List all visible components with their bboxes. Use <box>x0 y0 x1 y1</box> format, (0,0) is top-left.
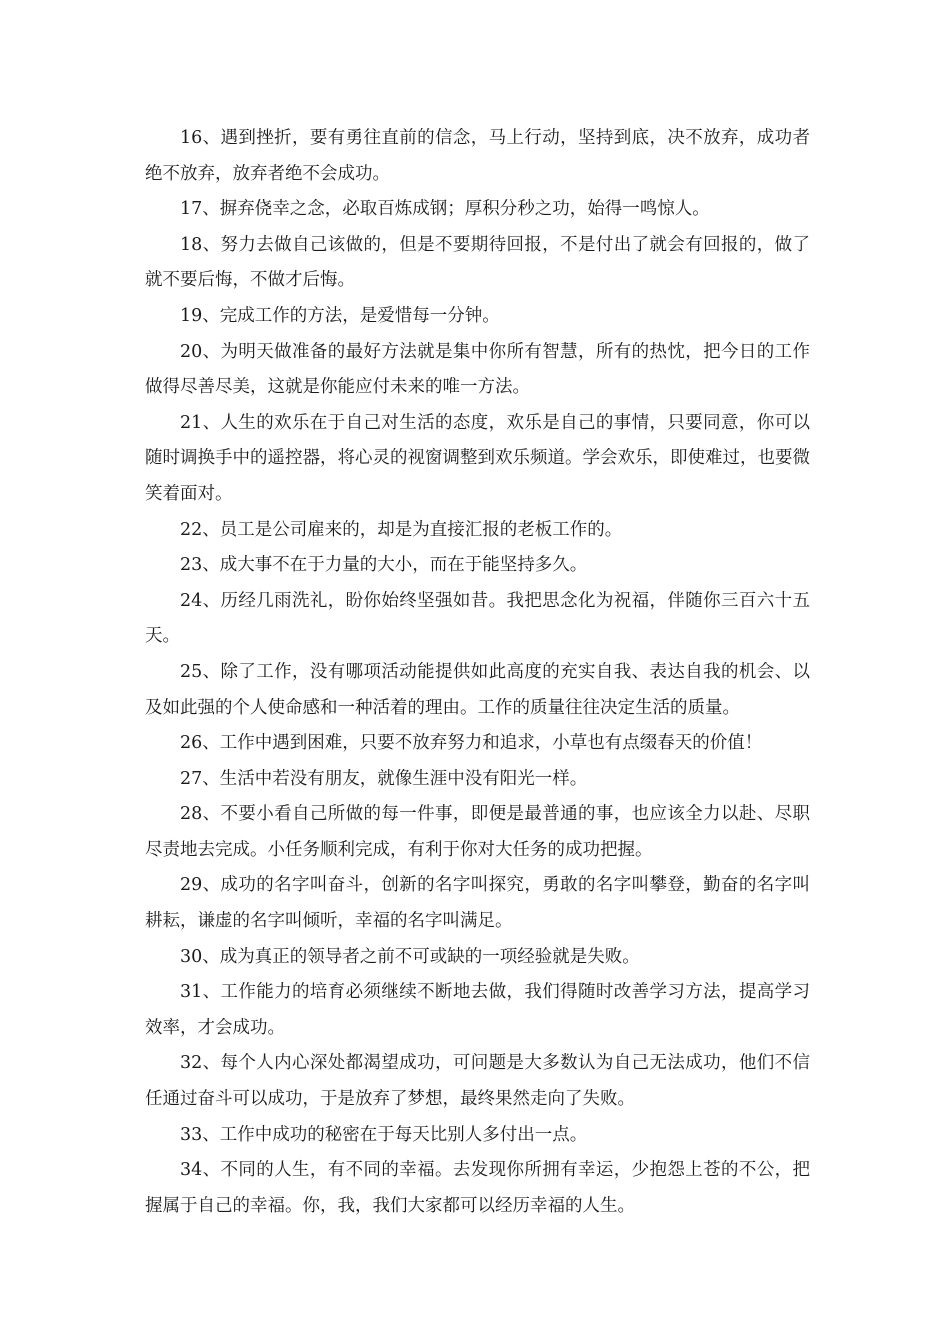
paragraph-34: 34、不同的人生，有不同的幸福。去发现你所拥有幸运，少抱怨上苍的不公，把握属于自己的幸福。你，我，我们大家都可以经历幸福的人生。 <box>145 1160 810 1216</box>
paragraph-26: 26、工作中遇到困难，只要不放弃努力和追求，小草也有点缀春天的价值！ <box>180 733 763 754</box>
paragraph-18: 18、努力去做自己该做的，但是不要期待回报，不是付出了就会有回报的，做了就不要后悔，不做才后悔。 <box>145 234 810 291</box>
paragraph-21: 21、人生的欢乐在于自己对生活的态度，欢乐是自己的事情，只要同意，你可以随时调换手中的遥控器，将心灵的视窗调整到欢乐频道。学会欢乐，即使难过，也要微笑着面对。 <box>145 412 810 504</box>
paragraph-23: 23、成大事不在于力量的大小，而在于能坚持多久。 <box>180 555 588 576</box>
paragraph-20: 20、为明天做准备的最好方法就是集中你所有智慧，所有的热忱，把今日的工作做得尽善尽美，这就是你能应付未来的唯一方法。 <box>145 341 810 398</box>
paragraph-29: 29、成功的名字叫奋斗，创新的名字叫探究，勇敢的名字叫攀登，勤奋的名字叫耕耘，谦虚的名字叫倾听，幸福的名字叫满足。 <box>145 875 810 932</box>
paragraph-27: 27、生活中若没有朋友，就像生涯中没有阳光一样。 <box>180 768 588 789</box>
paragraph-31: 31、工作能力的培育必须继续不断地去做，我们得随时改善学习方法，提高学习效率，才会成功。 <box>145 982 810 1038</box>
paragraph-32: 32、每个人内心深处都渴望成功，可问题是大多数认为自己无法成功，他们不信任通过奋斗可以成功，于是放弃了梦想，最终果然走向了失败。 <box>145 1053 810 1110</box>
paragraph-30: 30、成为真正的领导者之前不可或缺的一项经验就是失败。 <box>180 946 640 967</box>
paragraph-19: 19、完成工作的方法，是爱惜每一分钟。 <box>180 305 500 326</box>
paragraph-17: 17、摒弃侥幸之念，必取百炼成钢；厚积分秒之功，始得一鸣惊人。 <box>180 199 710 220</box>
document-body <box>145 121 810 1224</box>
paragraph-24: 24、历经几雨洗礼，盼你始终坚强如昔。我把思念化为祝福，伴随你三百六十五天。 <box>145 590 810 647</box>
paragraph-28: 28、不要小看自己所做的每一件事，即便是最普通的事，也应该全力以赴、尽职尽责地去完成。小任务顺利完成，有利于你对大任务的成功把握。 <box>145 804 810 860</box>
paragraph-22: 22、员工是公司雇来的，却是为直接汇报的老板工作的。 <box>180 519 623 540</box>
paragraph-16: 16、遇到挫折，要有勇往直前的信念，马上行动，坚持到底，决不放弃，成功者绝不放弃，放弃者绝不会成功。 <box>145 128 810 184</box>
paragraph-33: 33、工作中成功的秘密在于每天比别人多付出一点。 <box>180 1124 588 1145</box>
paragraph-25: 25、除了工作，没有哪项活动能提供如此高度的充实自我、表达自我的机会、以及如此强的个人使命感和一种活着的理由。工作的质量往往决定生活的质量。 <box>145 661 810 718</box>
